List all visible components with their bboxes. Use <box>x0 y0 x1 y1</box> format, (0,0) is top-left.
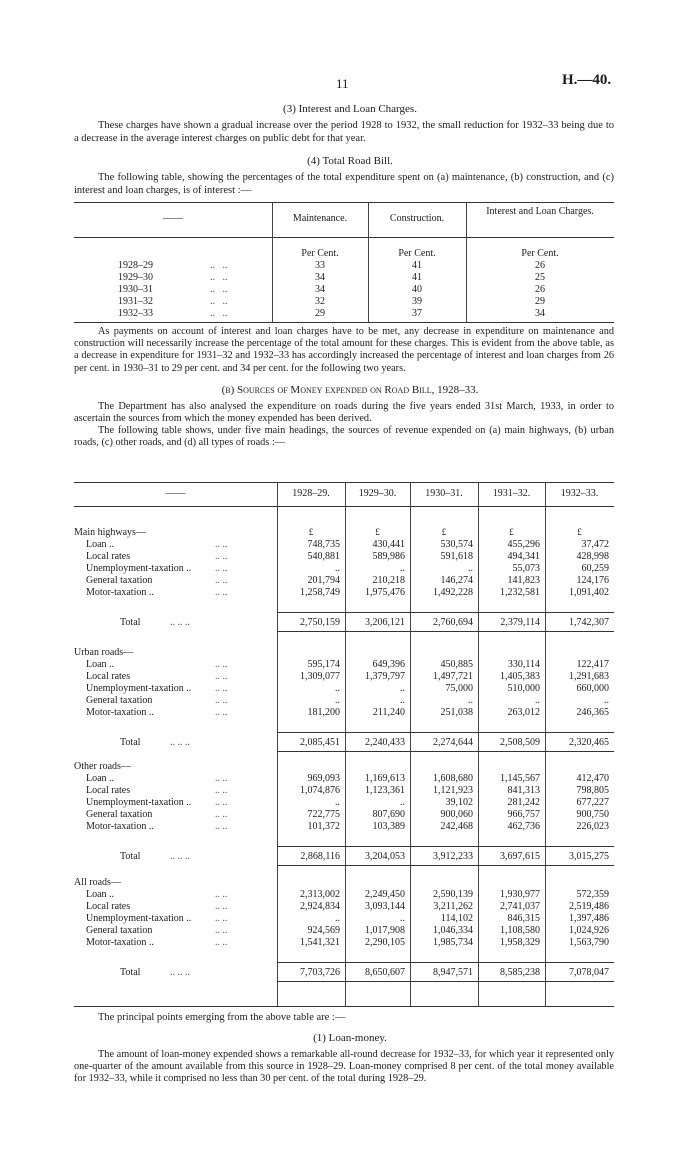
total-cell: 7,078,047 <box>569 966 609 978</box>
value-cell: 75,000 <box>445 682 473 694</box>
value-cell: 181,200 <box>307 706 340 718</box>
year-label: 1929–30 <box>118 271 153 283</box>
row-label: Unemployment-taxation .. <box>86 562 192 574</box>
stub-header: —— <box>165 488 186 499</box>
value-cell: 1,541,321 <box>300 936 340 948</box>
value-cell: 748,735 <box>307 539 340 550</box>
leader-dots: .. .. <box>215 808 228 820</box>
value-cell: 141,823 <box>507 574 540 586</box>
value-cell: 1,958,329 <box>500 936 540 948</box>
paragraph-sources-2: The following table shows, under five main headings, the sources of revenue expended on (a) main highways, (b) urban roads, (c) other roads, and (d) all types of roads :— <box>74 425 614 449</box>
value-cell: .. <box>335 694 340 706</box>
value-cell: 1,397,486 <box>569 912 609 924</box>
value-cell: 1,123,361 <box>365 784 405 796</box>
construction-cell: 41 <box>412 259 422 271</box>
value-cell: .. <box>400 796 405 808</box>
value-cell: 2,519,486 <box>569 900 609 912</box>
value-cell: 1,405,383 <box>500 670 540 682</box>
total-cell: 2,240,433 <box>365 736 405 748</box>
unit-label: Per Cent. <box>301 248 339 259</box>
value-cell: .. <box>468 562 473 574</box>
total-cell: 3,015,275 <box>569 850 609 862</box>
total-cell: 2,379,114 <box>500 616 540 628</box>
year-label: 1931–32 <box>118 295 153 307</box>
paragraph-total-road-bill: The following table, showing the percentages of the total expenditure spent on (a) maintenance, (b) construction, and (c) interest and loan charges, is of interest :— <box>74 172 614 196</box>
value-cell: 201,794 <box>307 574 340 586</box>
group-title: Main highways— <box>74 527 146 538</box>
year-label: 1930–31 <box>118 283 153 295</box>
value-cell: 494,341 <box>507 550 540 562</box>
value-cell: 3,211,262 <box>433 900 473 912</box>
table1-header-interest: Interest and Loan Charges. <box>486 206 594 217</box>
value-cell: 101,372 <box>307 820 340 832</box>
value-cell: 55,073 <box>512 562 540 574</box>
value-cell: 660,000 <box>576 682 609 694</box>
total-rule <box>277 962 614 963</box>
table1-unit-row <box>74 248 614 260</box>
value-cell: 1,930,977 <box>500 889 540 900</box>
row-label: Local rates <box>86 550 131 562</box>
value-cell: 146,274 <box>440 574 473 586</box>
value-cell: 1,975,476 <box>365 586 405 598</box>
value-cell: 455,296 <box>507 539 540 550</box>
year-header: 1929–30. <box>358 488 397 499</box>
table2-header <box>74 488 614 500</box>
value-cell: 900,060 <box>440 808 473 820</box>
value-cell: 798,805 <box>576 784 609 796</box>
total-cell: 8,585,238 <box>500 966 540 978</box>
value-cell: 103,389 <box>372 820 405 832</box>
value-cell: 1,563,790 <box>569 936 609 948</box>
currency-symbol: £ <box>441 527 447 537</box>
table1-top-rule <box>74 202 614 203</box>
heading-total-road-bill: (4) Total Road Bill. <box>307 155 393 167</box>
value-cell: 1,108,580 <box>500 924 540 936</box>
heading-interest-loan: (3) Interest and Loan Charges. <box>283 103 417 115</box>
leader-dots: .. .. <box>215 784 228 796</box>
value-cell: 2,290,105 <box>365 936 405 948</box>
maintenance-cell: 34 <box>315 283 325 295</box>
total-rule <box>277 732 614 733</box>
value-cell: 3,093,144 <box>365 900 405 912</box>
value-cell: .. <box>535 694 540 706</box>
currency-symbol: £ <box>308 527 314 537</box>
row-label: General taxation <box>86 924 153 936</box>
maintenance-cell: 33 <box>315 259 325 271</box>
value-cell: 530,574 <box>440 539 473 550</box>
value-cell: .. <box>468 694 473 706</box>
value-cell: 39,102 <box>445 796 473 808</box>
total-cell: 3,206,121 <box>365 616 405 628</box>
value-cell: 1,074,876 <box>300 784 340 796</box>
leader-dots: .. .. <box>215 924 228 936</box>
total-cell: 8,650,607 <box>365 966 405 978</box>
value-cell: 1,492,228 <box>433 586 473 598</box>
table2-header-rule <box>74 506 614 507</box>
table1-header-construction: Construction. <box>389 213 445 224</box>
leader-dots: .. .. <box>215 586 228 598</box>
value-cell: 450,885 <box>440 659 473 670</box>
leader-dots: .. .. <box>215 936 228 948</box>
value-cell: .. <box>400 694 405 706</box>
unit-label: Per Cent. <box>521 248 559 259</box>
value-cell: 649,396 <box>372 659 405 670</box>
value-cell: 462,736 <box>507 820 540 832</box>
interest-cell: 34 <box>535 307 545 319</box>
value-cell: 242,468 <box>440 820 473 832</box>
total-cell: 3,912,233 <box>433 850 473 862</box>
total-cell: 2,868,116 <box>300 850 340 862</box>
row-label: General taxation <box>86 574 153 586</box>
value-cell: 246,365 <box>576 706 609 718</box>
group-title: Other roads— <box>74 761 131 772</box>
value-cell: 846,315 <box>507 912 540 924</box>
construction-cell: 39 <box>412 295 422 307</box>
value-cell: 226,023 <box>576 820 609 832</box>
table1-header-maintenance: Maintenance. <box>292 213 348 224</box>
table1-header-rule <box>74 237 614 238</box>
total-rule <box>277 751 614 752</box>
value-cell: 540,881 <box>307 550 340 562</box>
total-label: Total <box>120 966 141 978</box>
leader-dots: .. .. <box>215 820 228 832</box>
value-cell: 510,000 <box>507 682 540 694</box>
value-cell: 263,012 <box>507 706 540 718</box>
value-cell: 1,169,613 <box>365 773 405 784</box>
value-cell: 114,102 <box>440 912 473 924</box>
row-label: General taxation <box>86 808 153 820</box>
document-reference: H.—40. <box>562 72 612 88</box>
paragraph-sources-1: The Department has also analysed the expenditure on roads during the five years ended 31st March, 1933, in order to ascertain the sources from which the money expended has been derived. <box>74 401 614 425</box>
leader-dots: .. .. <box>215 682 228 694</box>
value-cell: 841,313 <box>507 784 540 796</box>
table2-top-rule <box>74 482 614 483</box>
leader-dots: .. .. <box>215 900 228 912</box>
table1-stub-header: —— <box>163 213 183 224</box>
total-rule <box>277 846 614 847</box>
group-title: All roads— <box>74 877 121 888</box>
value-cell: 589,986 <box>372 550 405 562</box>
table2-bottom-rule <box>74 1006 614 1007</box>
value-cell: 122,417 <box>576 659 609 670</box>
value-cell: 1,024,926 <box>569 924 609 936</box>
row-label: Loan .. <box>86 539 115 550</box>
value-cell: 722,775 <box>307 808 340 820</box>
value-cell: 211,240 <box>372 706 405 718</box>
total-cell: 2,760,694 <box>433 616 473 628</box>
leader-dots: .. .. <box>215 706 228 718</box>
value-cell: 1,309,077 <box>300 670 340 682</box>
total-cell: 3,697,615 <box>500 850 540 862</box>
row-label: Unemployment-taxation .. <box>86 682 192 694</box>
total-rule <box>277 981 614 982</box>
value-cell: 1,232,581 <box>500 586 540 598</box>
value-cell: 1,017,908 <box>365 924 405 936</box>
page-number: 11 <box>336 76 349 91</box>
value-cell: 924,569 <box>307 924 340 936</box>
table-row <box>74 296 614 308</box>
table-row <box>74 308 614 320</box>
total-cell: 7,703,726 <box>300 966 340 978</box>
value-cell: 900,750 <box>576 808 609 820</box>
leader-dots: .. .. <box>215 670 228 682</box>
year-header: 1928–29. <box>292 488 330 499</box>
row-label: Loan .. <box>86 773 115 784</box>
total-rule <box>277 612 614 613</box>
leader-dots: .. .. .. <box>170 850 190 862</box>
value-cell: 2,741,037 <box>500 900 540 912</box>
leader-dots: .. .. <box>215 562 228 574</box>
construction-cell: 41 <box>412 271 422 283</box>
value-cell: 572,359 <box>576 889 609 900</box>
value-cell: 595,174 <box>307 659 340 670</box>
value-cell: 60,259 <box>581 562 609 574</box>
leader-dots: .. .. .. <box>170 966 190 978</box>
value-cell: .. <box>335 682 340 694</box>
leader-dots: .. .. .. .. .. .. .. .. .. .. <box>210 260 228 319</box>
year-header: 1932–33. <box>560 488 599 499</box>
value-cell: .. <box>335 562 340 574</box>
interest-cell: 29 <box>535 295 545 307</box>
maintenance-cell: 29 <box>315 307 325 319</box>
paragraph-interest-loan: These charges have shown a gradual increase over the period 1928 to 1932, the small reduction for 1932–33 being due to a decrease in the average interest charges on public debt for that year. <box>74 120 614 144</box>
leader-dots: .. .. <box>215 912 228 924</box>
value-cell: 1,497,721 <box>433 670 473 682</box>
value-cell: 330,114 <box>507 659 540 670</box>
total-label: Total <box>120 850 141 862</box>
value-cell: 966,757 <box>507 808 540 820</box>
value-cell: 677,227 <box>576 796 609 808</box>
interest-cell: 25 <box>535 271 545 283</box>
value-cell: 1,145,567 <box>500 773 540 784</box>
paragraph-after-table1: As payments on account of interest and loan charges have to be met, any decrease in expenditure on maintenance and construction will necessarily increase the percentage of the total amount for these charges. This is evident from the above table, as a decrease in expenditure for 1931–32 and 1932–33 has accordingly increased the percentage of interest and loan charges from 26 per cent. in 1930–31 to 29 per cent. and 34 per cent. for the following two years. <box>74 326 614 374</box>
value-cell: 124,176 <box>576 574 609 586</box>
value-cell: .. <box>400 682 405 694</box>
total-cell: 2,320,465 <box>569 736 609 748</box>
value-cell: 1,046,334 <box>433 924 473 936</box>
interest-cell: 26 <box>535 283 545 295</box>
total-cell: 2,274,644 <box>433 736 473 748</box>
value-cell: .. <box>400 912 405 924</box>
value-cell: 2,313,002 <box>300 889 340 900</box>
table-row <box>74 260 614 272</box>
row-label: Unemployment-taxation .. <box>86 796 192 808</box>
row-label: Motor-taxation .. <box>86 706 154 718</box>
year-header: 1930–31. <box>425 488 463 499</box>
leader-dots: .. .. <box>215 539 228 550</box>
value-cell: 1,121,923 <box>433 784 473 796</box>
total-cell: 1,742,307 <box>569 616 609 628</box>
value-cell: .. <box>335 912 340 924</box>
leader-dots: .. .. <box>215 773 228 784</box>
total-label: Total <box>120 736 141 748</box>
table2-header-row <box>74 488 614 500</box>
row-label: Local rates <box>86 900 131 912</box>
value-cell: 1,608,680 <box>433 773 473 784</box>
value-cell: .. <box>604 694 609 706</box>
leader-dots: .. .. <box>215 889 228 900</box>
total-rule <box>277 631 614 632</box>
maintenance-cell: 34 <box>315 271 325 283</box>
total-cell: 2,750,159 <box>300 616 340 628</box>
unit-label: Per Cent. <box>398 248 436 259</box>
value-cell: 412,470 <box>576 773 609 784</box>
leader-dots: .. .. <box>215 659 228 670</box>
interest-cell: 26 <box>535 259 545 271</box>
value-cell: 591,618 <box>440 550 473 562</box>
total-label: Total <box>120 616 141 628</box>
row-label: Local rates <box>86 670 131 682</box>
row-label: Loan .. <box>86 659 115 670</box>
row-label: Local rates <box>86 784 131 796</box>
year-header: 1931–32. <box>492 488 531 499</box>
table1 <box>74 248 614 319</box>
value-cell: 281,242 <box>507 796 540 808</box>
total-rule <box>277 865 614 866</box>
leader-dots: .. .. <box>215 694 228 706</box>
value-cell: 1,258,749 <box>300 586 340 598</box>
year-label: 1932–33 <box>118 307 153 319</box>
value-cell: 251,038 <box>440 706 473 718</box>
value-cell: 2,249,450 <box>365 889 405 900</box>
heading-sources-of-money: (b) Sources of Money expended on Road Bill, 1928–33. <box>221 384 479 396</box>
leader-dots: .. .. <box>215 550 228 562</box>
value-cell: 1,091,402 <box>569 586 609 598</box>
maintenance-cell: 32 <box>315 295 325 307</box>
group-title: Urban roads— <box>74 647 134 658</box>
currency-symbol: £ <box>509 527 514 537</box>
value-cell: 1,985,734 <box>433 936 473 948</box>
row-label: General taxation <box>86 694 153 706</box>
row-label: Motor-taxation .. <box>86 820 154 832</box>
value-cell: 210,218 <box>372 574 405 586</box>
value-cell: 428,998 <box>576 550 609 562</box>
table-row <box>74 272 614 284</box>
value-cell: .. <box>335 796 340 808</box>
value-cell: 430,441 <box>372 539 405 550</box>
row-label: Motor-taxation .. <box>86 936 154 948</box>
currency-symbol: £ <box>375 527 380 537</box>
value-cell: 2,590,139 <box>433 889 473 900</box>
value-cell: 2,924,834 <box>300 900 340 912</box>
leader-dots: .. .. .. <box>170 736 190 748</box>
leader-dots: .. .. .. <box>170 616 190 628</box>
currency-symbol: £ <box>577 527 582 537</box>
table1-bottom-rule <box>74 322 614 323</box>
construction-cell: 37 <box>412 307 422 319</box>
total-cell: 2,085,451 <box>300 736 340 748</box>
year-label: 1928–29 <box>118 259 153 271</box>
value-cell: 1,379,797 <box>365 670 405 682</box>
value-cell: 969,093 <box>307 773 340 784</box>
construction-cell: 40 <box>412 283 422 295</box>
value-cell: 807,690 <box>372 808 405 820</box>
row-label: Loan .. <box>86 889 115 900</box>
paragraph-loan-money: The amount of loan-money expended shows a remarkable all-round decrease for 1932–33, for which year it represented only one-quarter of the amount available from this source in 1928–29. Loan-money comprised 8 per cent. of the total money available for 1932–33, while it comprised no less than 30 per cent. of the total during 1928–29. <box>74 1049 614 1085</box>
total-cell: 3,204,053 <box>365 850 405 862</box>
heading-loan-money: (1) Loan-money. <box>313 1032 387 1044</box>
row-label: Unemployment-taxation .. <box>86 912 192 924</box>
leader-dots: .. .. <box>215 574 228 586</box>
value-cell: .. <box>400 562 405 574</box>
leader-dots: .. .. <box>215 796 228 808</box>
total-cell: 2,508,509 <box>500 736 540 748</box>
row-label: Motor-taxation .. <box>86 586 154 598</box>
paragraph-principal-points: The principal points emerging from the above table are :— <box>98 1012 346 1023</box>
value-cell: 37,472 <box>581 539 609 550</box>
value-cell: 1,291,683 <box>569 670 609 682</box>
table-row <box>74 284 614 296</box>
total-cell: 8,947,571 <box>433 966 473 978</box>
